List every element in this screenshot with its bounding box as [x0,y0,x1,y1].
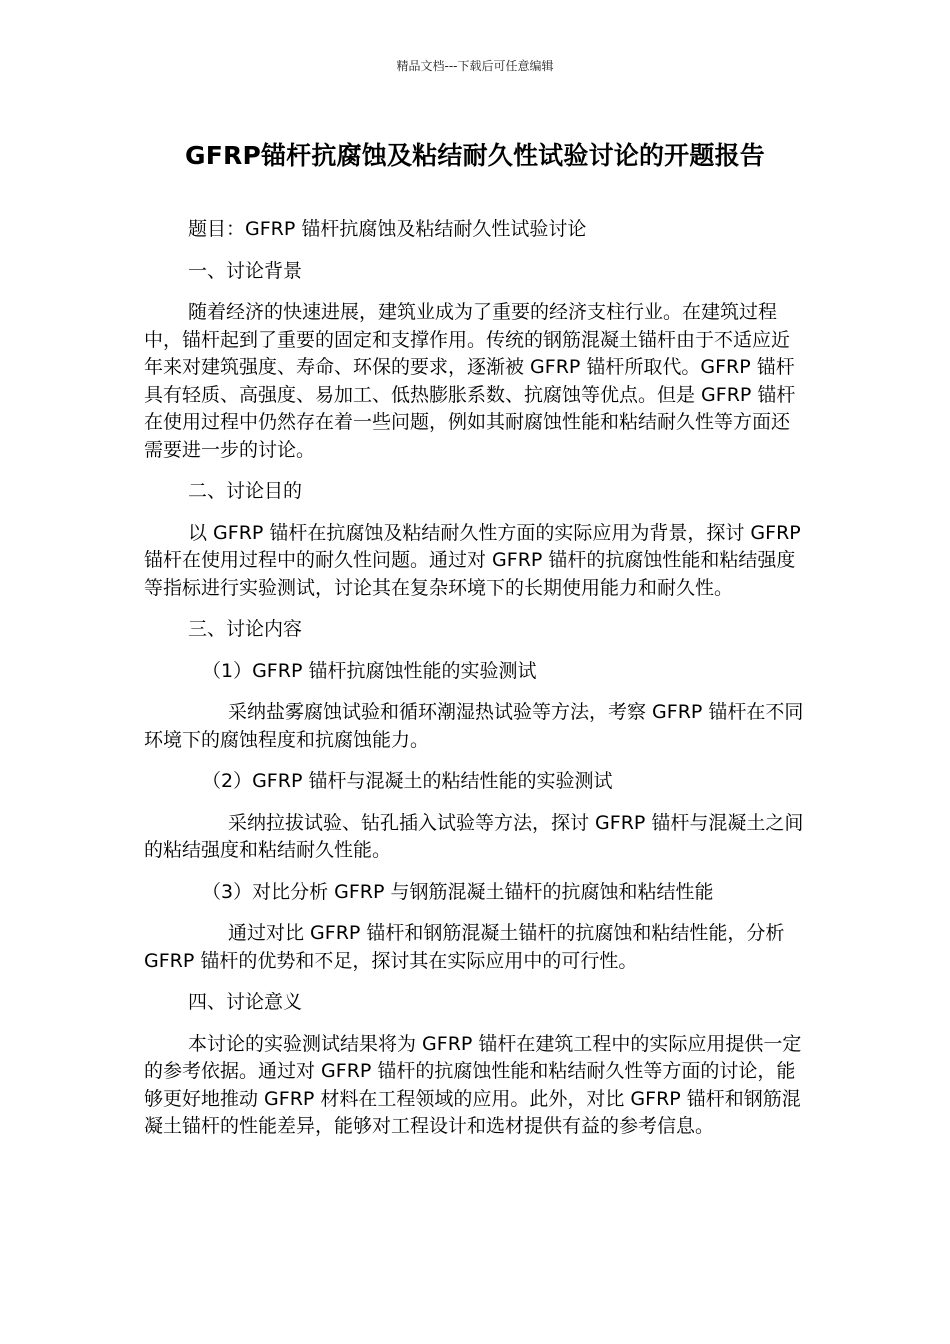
content-item-text-3: 通过对比 GFRP 锚杆和钢筋混凝土锚杆的抗腐蚀和粘结性能，分析 GFRP 锚杆的优势和不足，探讨其在实际应用中的可行性。 [144,922,785,972]
section-heading-background: 一、讨论背景 [188,259,303,282]
page-header: 精品文档---下载后可任意编辑 [396,59,554,73]
content-item-label-3: （3）对比分析 GFRP 与钢筋混凝土锚杆的抗腐蚀和粘结性能 [202,880,714,903]
document-title: GFRP锚杆抗腐蚀及粘结耐久性试验讨论的开题报告 [185,141,765,170]
section-heading-significance: 四、讨论意义 [188,991,303,1013]
content-item-label-2: （2）GFRP 锚杆与混凝土的粘结性能的实验测试 [202,770,613,792]
content-item-text-2: 采纳拉拔试验、钻孔插入试验等方法，探讨 GFRP 锚杆与混凝土之间的粘结强度和粘结耐久性能。 [144,811,804,861]
purpose-paragraph: 以 GFRP 锚杆在抗腐蚀及粘结耐久性方面的实际应用为背景，探讨 GFRP 锚杆在使用过程中的耐久性问题。通过对 GFRP 锚杆的抗腐蚀性能和粘结强度等指标进行实验测试，讨论其在复杂环境下的长期使用能力和耐久性。 [144,521,801,599]
background-paragraph: 随着经济的快速进展，建筑业成为了重要的经济支柱行业。在建筑过程中，锚杆起到了重要的固定和支撑作用。传统的钢筋混凝土锚杆由于不适应近年来对建筑强度、寿命、环保的要求，逐渐被 GFRP 锚杆所取代。GFRP 锚杆具有轻质、高强度、易加工、低热膨胀系数、抗腐蚀等优点。但是 GFRP 锚杆在使用过程中仍然存在着一些问题，例如其耐腐蚀性能和粘结耐久性等方面还需要进一步的讨论。 [144,301,796,461]
topic-line: 题目：GFRP 锚杆抗腐蚀及粘结耐久性试验讨论 [188,218,587,240]
significance-paragraph: 本讨论的实验测试结果将为 GFRP 锚杆在建筑工程中的实际应用提供一定的参考依据。通过对 GFRP 锚杆的抗腐蚀性能和粘结耐久性等方面的讨论，能够更好地推动 GFRP 材料在工程领域的应用。此外，对比 GFRP 锚杆和钢筋混凝土锚杆的性能差异，能够对工程设计和选材提供有益的参考信息。 [144,1032,802,1137]
content-item-text-1: 采纳盐雾腐蚀试验和循环潮湿热试验等方法，考察 GFRP 锚杆在不同环境下的腐蚀程度和抗腐蚀能力。 [144,701,804,751]
content-item-label-1: （1）GFRP 锚杆抗腐蚀性能的实验测试 [202,659,537,682]
document-body [144,216,808,1141]
section-heading-content: 三、讨论内容 [188,618,303,640]
section-heading-purpose: 二、讨论目的 [188,480,303,502]
